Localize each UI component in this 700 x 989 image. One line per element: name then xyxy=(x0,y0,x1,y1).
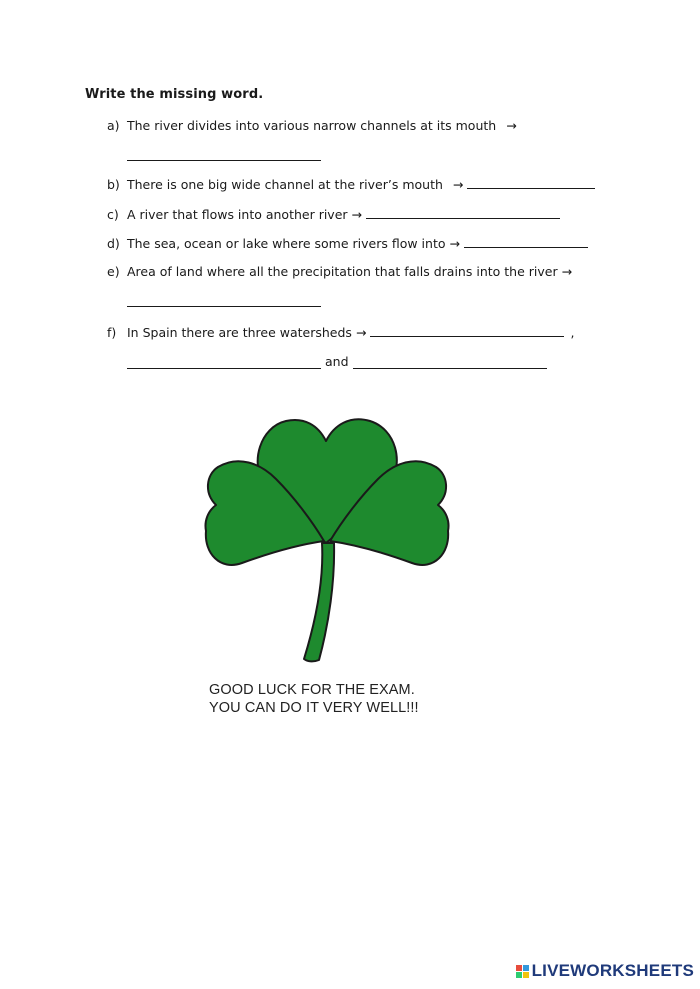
worksheet-instruction: Write the missing word. xyxy=(85,87,264,102)
good-luck-line-1: GOOD LUCK FOR THE EXAM. xyxy=(209,682,415,698)
liveworksheets-footer xyxy=(516,961,694,981)
arrow-icon: → xyxy=(561,264,573,279)
logo-square xyxy=(523,972,529,978)
shamrock-stem xyxy=(304,543,334,661)
good-luck-message xyxy=(209,681,419,717)
question-letter: d) xyxy=(107,236,120,251)
answer-blank-d[interactable] xyxy=(464,234,588,248)
logo-square xyxy=(516,972,522,978)
answer-blank-f2[interactable] xyxy=(127,367,321,369)
arrow-icon: → xyxy=(449,236,460,251)
question-text: There is one big wide channel at the river’s mouth xyxy=(127,177,443,192)
arrow-icon: → xyxy=(506,118,517,133)
question-e xyxy=(107,263,576,281)
question-f xyxy=(107,323,574,342)
question-text: The river divides into various narrow channels at its mouth xyxy=(127,118,497,133)
question-letter: b) xyxy=(107,177,120,192)
answer-blank-a[interactable] xyxy=(127,159,321,161)
good-luck-line-2: YOU CAN DO IT VERY WELL!!! xyxy=(209,700,419,716)
question-b xyxy=(107,175,595,194)
question-letter: a) xyxy=(107,118,120,133)
answer-blank-e[interactable] xyxy=(127,305,321,307)
liveworksheets-brand: LIVEWORKSHEETS xyxy=(531,961,694,980)
answer-blank-c[interactable] xyxy=(366,205,560,219)
arrow-icon: → xyxy=(351,207,363,222)
answer-blank-f3[interactable] xyxy=(353,367,547,369)
question-text: Area of land where all the precipitation that falls drains into the river xyxy=(127,264,558,279)
question-letter: f) xyxy=(107,325,117,340)
question-letter: c) xyxy=(107,207,119,222)
question-d xyxy=(107,234,588,253)
question-text: A river that flows into another river xyxy=(127,207,348,222)
shamrock-icon xyxy=(198,405,458,667)
logo-square xyxy=(523,965,529,971)
logo-square xyxy=(516,965,522,971)
arrow-icon: → xyxy=(355,325,367,340)
and-text: and xyxy=(325,354,349,369)
question-text: In Spain there are three watersheds xyxy=(127,325,352,340)
liveworksheets-logo-icon xyxy=(516,965,529,978)
question-c xyxy=(107,205,560,224)
question-text: The sea, ocean or lake where some rivers flow into xyxy=(127,236,446,251)
separator-comma: , xyxy=(570,325,575,340)
question-a xyxy=(107,117,521,135)
arrow-icon: → xyxy=(452,177,464,192)
answer-blank-f1[interactable] xyxy=(370,323,564,337)
question-letter: e) xyxy=(107,264,120,279)
answer-blank-b[interactable] xyxy=(467,175,595,189)
